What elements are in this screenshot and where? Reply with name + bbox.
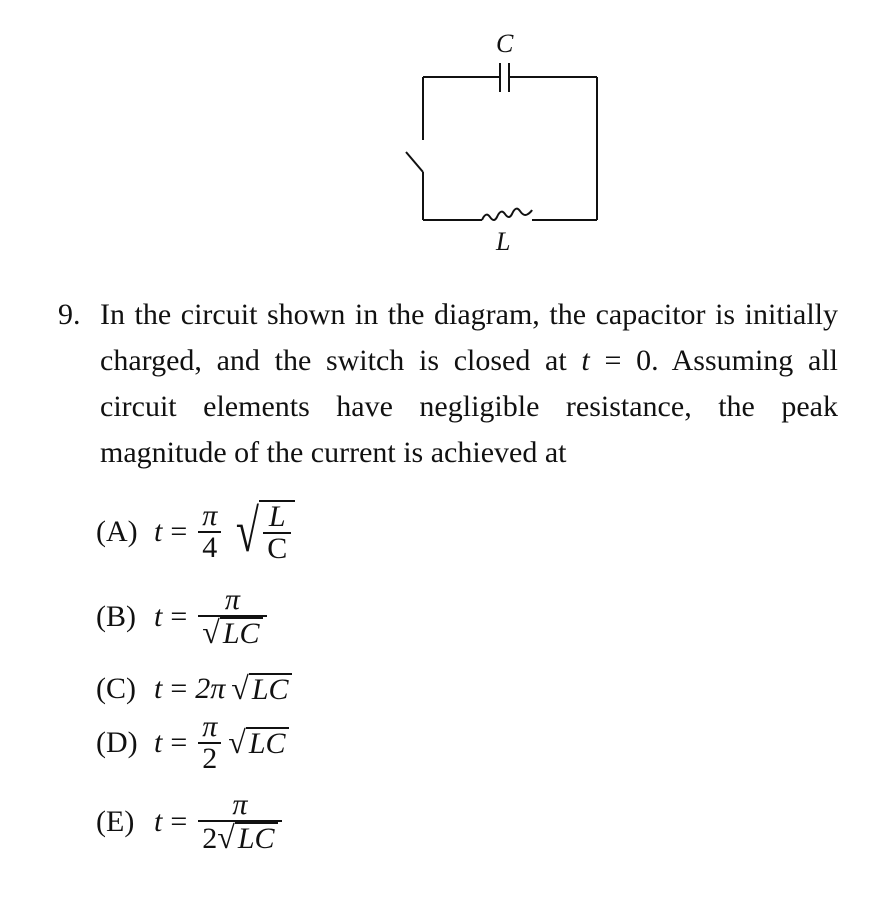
choice-label: (E) bbox=[96, 805, 135, 838]
fraction: π 2 √ LC bbox=[198, 790, 281, 854]
choice-label: (C) bbox=[96, 672, 136, 705]
choice-c[interactable]: (C) t = 2π √ LC bbox=[96, 672, 292, 706]
fraction: $\frac{\pi}{4}$ bbox=[198, 501, 221, 563]
choice-b[interactable]: (B) t = π √ LC bbox=[96, 585, 270, 649]
question-block bbox=[58, 292, 838, 476]
t-variable: t bbox=[581, 344, 590, 377]
choice-e[interactable]: (E) t = π 2 √ LC bbox=[96, 790, 285, 854]
choice-label: (D) bbox=[96, 726, 138, 759]
capacitor-label: C bbox=[496, 29, 514, 58]
choice-a[interactable]: (A) t = $\frac{\pi}{4}$ √ $\frac{L}{C}$ bbox=[96, 500, 295, 564]
inductor-label: L bbox=[496, 227, 511, 256]
fraction: π √ LC bbox=[198, 585, 266, 649]
choice-d[interactable]: (D) t = $\frac{\pi}{2}$ √ LC bbox=[96, 712, 289, 774]
square-root: √ LC bbox=[228, 727, 288, 759]
circuit-diagram bbox=[0, 0, 876, 270]
choice-label: (B) bbox=[96, 600, 136, 633]
square-root: √ $\frac{L}{C}$ bbox=[226, 500, 295, 564]
fraction: $\frac{\pi}{2}$ bbox=[198, 712, 221, 774]
question-number: 9. bbox=[58, 298, 81, 331]
switch-arm bbox=[406, 152, 423, 172]
inductor-coil bbox=[482, 209, 532, 220]
square-root: √ LC bbox=[231, 673, 291, 705]
question-text: In the circuit shown in the diagram, the capacitor is initially charged, and the switch is closed at t = 0. Assuming all circuit elements have negligible resistance, the peak magnitude of the current is achieved at bbox=[100, 298, 838, 469]
choice-label: (A) bbox=[96, 515, 138, 548]
